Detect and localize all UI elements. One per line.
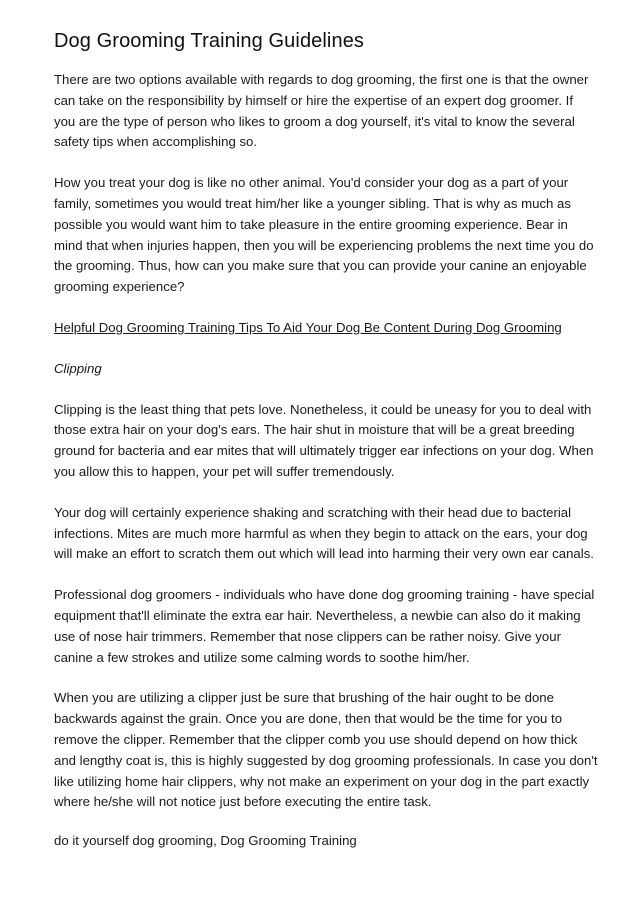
clipping-subheading: Clipping <box>54 360 102 376</box>
paragraph-line: canine a few strokes and utilize some calming words to soothe him/her. <box>54 649 470 665</box>
document-page <box>54 28 598 872</box>
infection-paragraph <box>54 503 594 565</box>
paragraph-line: ground for bacteria and ear mites that will ultimately trigger ear infections on your dog. When <box>54 443 594 459</box>
paragraph-line: those extra hair on your dog's ears. The hair shut in moisture that will be a great breeding <box>54 422 575 438</box>
paragraph-line: There are two options available with regards to dog grooming, the first one is that the owner <box>54 72 589 87</box>
paragraph-line: the grooming. Thus, how can you make sure that you can provide your canine an enjoyable <box>54 258 587 274</box>
professional-paragraph <box>54 585 595 668</box>
clipping-paragraph <box>54 400 594 483</box>
paragraph-line: infections. Mites are much more harmful as when they begin to attack on the ears, your dog <box>54 525 588 541</box>
paragraph-line: will make an effort to scratch them out which will lead into harming their very own ear canals. <box>54 546 594 562</box>
paragraph-line: use of nose hair trimmers. Remember that nose clippers can be rather noisy. Give your <box>54 628 561 644</box>
paragraph-line: Your dog will certainly experience shaking and scratching with their head due to bacterial <box>54 504 572 520</box>
paragraph-line: remove the clipper. Remember that the clipper comb you use should depend on how thick <box>54 731 578 747</box>
paragraph-line: When you are utilizing a clipper just be sure that brushing of the hair ought to be done <box>54 690 554 706</box>
page-title: Dog Grooming Training Guidelines <box>54 30 365 52</box>
paragraph-line: you are the type of person who likes to groom a dog yourself, it's vital to know the several <box>54 113 575 129</box>
paragraph-line: Clipping is the least thing that pets love. Nonetheless, it could be uneasy for you to deal with <box>54 401 592 417</box>
paragraph-line: backwards against the grain. Once you are done, then that would be the time for you to <box>54 711 563 727</box>
paragraph-line: grooming experience? <box>54 279 185 295</box>
paragraph-line: family, sometimes you would treat him/her like a younger sibling. That is why as much as <box>54 195 571 211</box>
paragraph-line: and lengthy coat is, this is highly suggested by dog grooming professionals. In case you don't <box>54 752 598 768</box>
paragraph-line: safety tips when accomplishing so. <box>54 134 258 150</box>
paragraph-line: possible you would want him to take pleasure in the entire grooming experience. Bear in <box>54 216 568 232</box>
paragraph-line: mind that when injuries happen, then you will be experiencing problems the next time you do <box>54 237 594 253</box>
paragraph-line: can take on the responsibility by himself or hire the expertise of an expert dog groomer. If <box>54 92 573 108</box>
paragraph-line: like utilizing home hair clippers, why not make an experiment on your dog in the part exactly <box>54 773 590 789</box>
section-heading-link[interactable]: Helpful Dog Grooming Training Tips To Aid Your Dog Be Content During Dog Grooming <box>54 319 562 335</box>
paragraph-line: where he/she will not notice just before executing the entire task. <box>54 794 432 810</box>
paragraph-line: equipment that'll eliminate the extra ear hair. Nevertheless, a newbie can also do it making <box>54 607 581 623</box>
clipper-paragraph <box>54 688 598 813</box>
paragraph-line: How you treat your dog is like no other animal. You'd consider your dog as a part of your <box>54 175 569 191</box>
treatment-paragraph <box>54 173 594 298</box>
paragraph-line: you allow this to happen, your pet will suffer tremendously. <box>54 463 395 479</box>
paragraph-line: Professional dog groomers - individuals who have done dog grooming training - have special <box>54 587 595 603</box>
intro-paragraph <box>54 70 590 153</box>
tags-line: do it yourself dog grooming, Dog Grooming Training <box>54 833 357 849</box>
